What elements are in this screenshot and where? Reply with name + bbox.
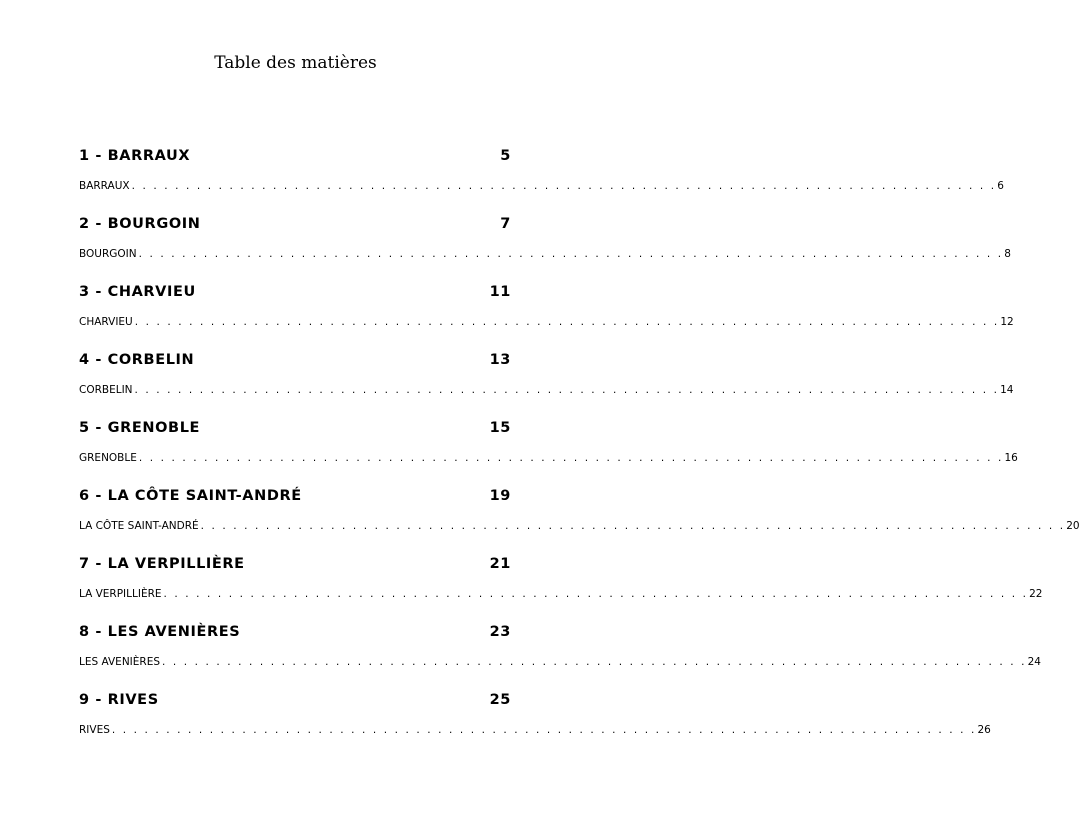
chapter-heading-row[interactable] (79, 554, 511, 574)
entry-label: LA CÔTE SAINT-ANDRÉ (79, 520, 199, 532)
chapter-heading: 7 - LA VERPILLIÈRE (79, 556, 245, 572)
chapter-page-number: 13 (489, 352, 511, 368)
chapter-heading: 3 - CHARVIEU (79, 284, 196, 300)
dot-leader: . . . . . . . . . . . . . . . . . . . . . . . . . . . . . . . . . . . . . . . . . . . . . . . . . . . . . . . . . . . . . . . . . . . . . . . . . . . . . . . . (162, 656, 1027, 668)
chapter-heading: 4 - CORBELIN (79, 352, 195, 368)
chapter-heading-row[interactable] (79, 350, 511, 370)
chapter-page-number: 25 (489, 692, 511, 708)
toc-chapter (79, 486, 1080, 554)
chapter-heading: 9 - RIVES (79, 692, 159, 708)
entry-label: RIVES (79, 724, 110, 736)
chapter-heading: 8 - LES AVENIÈRES (79, 624, 241, 640)
chapter-heading: 5 - GRENOBLE (79, 420, 201, 436)
toc-entry[interactable] (79, 518, 1080, 534)
chapter-heading-row[interactable] (79, 146, 511, 166)
chapter-heading: 2 - BOURGOIN (79, 216, 201, 232)
entry-page-number: 24 (1027, 656, 1041, 668)
dot-leader: . . . . . . . . . . . . . . . . . . . . . . . . . . . . . . . . . . . . . . . . . . . . . . . . . . . . . . . . . . . . . . . . . . . . . . . . . . . . . . . . (200, 520, 1066, 532)
chapter-heading-row[interactable] (79, 486, 511, 506)
chapter-page-number: 7 (500, 216, 511, 232)
chapter-page-number: 23 (489, 624, 511, 640)
toc-entry[interactable] (79, 450, 1018, 466)
page-title: Table des matières (214, 53, 377, 73)
dot-leader: . . . . . . . . . . . . . . . . . . . . . . . . . . . . . . . . . . . . . . . . . . . . . . . . . . . . . . . . . . . . . . . . . . . . . . . . . . . . . . . . (134, 316, 1000, 328)
chapter-page-number: 11 (489, 284, 511, 300)
entry-page-number: 14 (1000, 384, 1014, 396)
entry-label: CORBELIN (79, 384, 133, 396)
entry-page-number: 8 (1004, 248, 1011, 260)
toc-chapter (79, 690, 991, 758)
chapter-heading-row[interactable] (79, 418, 511, 438)
toc-chapter (79, 418, 1018, 486)
entry-label: LA VERPILLIÈRE (79, 588, 162, 600)
entry-page-number: 20 (1066, 520, 1080, 532)
chapter-heading-row[interactable] (79, 214, 511, 234)
entry-page-number: 26 (977, 724, 991, 736)
toc-entry[interactable] (79, 654, 1041, 670)
chapter-heading-row[interactable] (79, 622, 511, 642)
toc-entry[interactable] (79, 722, 991, 738)
entry-page-number: 16 (1004, 452, 1018, 464)
entry-label: CHARVIEU (79, 316, 133, 328)
entry-page-number: 12 (1000, 316, 1014, 328)
entry-label: GRENOBLE (79, 452, 137, 464)
chapter-heading: 6 - LA CÔTE SAINT-ANDRÉ (79, 488, 302, 504)
toc-chapter (79, 282, 1014, 350)
dot-leader: . . . . . . . . . . . . . . . . . . . . . . . . . . . . . . . . . . . . . . . . . . . . . . . . . . . . . . . . . . . . . . . . . . . . . . . . . . . . . . . . (134, 384, 1000, 396)
toc-chapter (79, 146, 1004, 214)
toc-entry[interactable] (79, 178, 1004, 194)
chapter-heading-row[interactable] (79, 282, 511, 302)
toc-chapter (79, 554, 1043, 622)
chapter-heading-row[interactable] (79, 690, 511, 710)
toc-entry[interactable] (79, 314, 1014, 330)
entry-label: BOURGOIN (79, 248, 137, 260)
chapter-heading: 1 - BARRAUX (79, 148, 191, 164)
dot-leader: . . . . . . . . . . . . . . . . . . . . . . . . . . . . . . . . . . . . . . . . . . . . . . . . . . . . . . . . . . . . . . . . . . . . . . . . . . . . . . . . (131, 180, 997, 192)
chapter-page-number: 5 (500, 148, 511, 164)
chapter-page-number: 19 (489, 488, 511, 504)
dot-leader: . . . . . . . . . . . . . . . . . . . . . . . . . . . . . . . . . . . . . . . . . . . . . . . . . . . . . . . . . . . . . . . . . . . . . . . . . . . . . . . . (138, 248, 1004, 260)
toc-chapter (79, 622, 1041, 690)
toc-list (79, 146, 1080, 758)
toc-entry[interactable] (79, 586, 1043, 602)
entry-page-number: 22 (1029, 588, 1043, 600)
chapter-page-number: 15 (489, 420, 511, 436)
entry-label: BARRAUX (79, 180, 130, 192)
toc-chapter (79, 214, 1011, 282)
toc-entry[interactable] (79, 382, 1014, 398)
chapter-page-number: 21 (489, 556, 511, 572)
dot-leader: . . . . . . . . . . . . . . . . . . . . . . . . . . . . . . . . . . . . . . . . . . . . . . . . . . . . . . . . . . . . . . . . . . . . . . . . . . . . . . . . (111, 724, 977, 736)
entry-page-number: 6 (997, 180, 1004, 192)
dot-leader: . . . . . . . . . . . . . . . . . . . . . . . . . . . . . . . . . . . . . . . . . . . . . . . . . . . . . . . . . . . . . . . . . . . . . . . . . . . . . . . . (163, 588, 1029, 600)
toc-entry[interactable] (79, 246, 1011, 262)
toc-chapter (79, 350, 1014, 418)
entry-label: LES AVENIÈRES (79, 656, 160, 668)
dot-leader: . . . . . . . . . . . . . . . . . . . . . . . . . . . . . . . . . . . . . . . . . . . . . . . . . . . . . . . . . . . . . . . . . . . . . . . . . . . . . . . . (138, 452, 1004, 464)
